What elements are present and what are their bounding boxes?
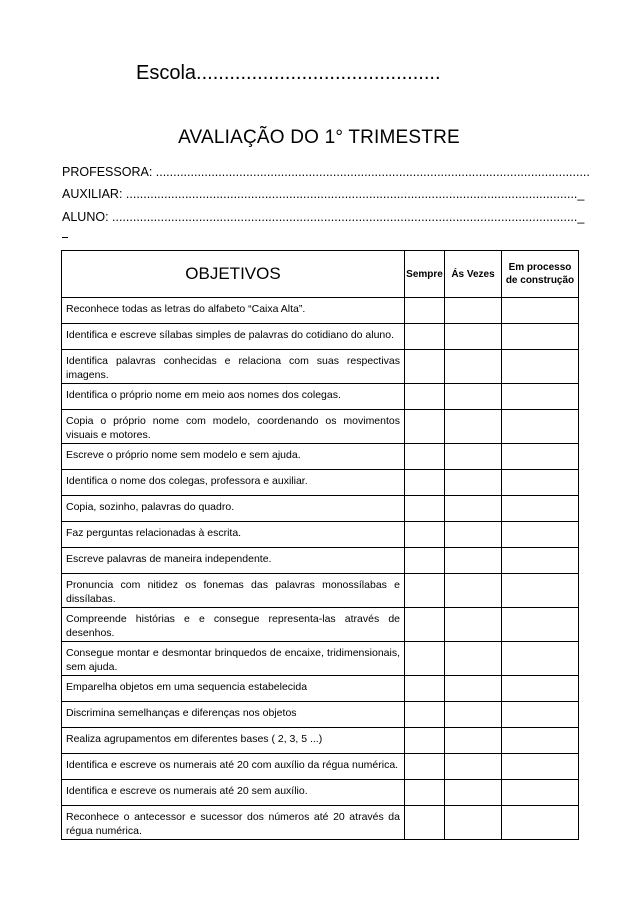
objective-text: Identifica palavras conhecidas e relaciona com suas respectivas imagens. — [62, 350, 405, 384]
objective-text: Identifica o nome dos colegas, professora e auxiliar. — [62, 470, 405, 496]
always-checkbox-cell[interactable] — [405, 702, 445, 728]
objective-text: Reconhece todas as letras do alfabeto “Caixa Alta”. — [62, 298, 405, 324]
in-progress-checkbox-cell[interactable] — [502, 298, 579, 324]
always-checkbox-cell[interactable] — [405, 522, 445, 548]
objective-text: Identifica e escreve sílabas simples de palavras do cotidiano do aluno. — [62, 324, 405, 350]
table-row — [62, 702, 579, 728]
sometimes-checkbox-cell[interactable] — [445, 496, 502, 522]
in-progress-checkbox-cell[interactable] — [502, 728, 579, 754]
table-row — [62, 608, 579, 642]
in-progress-checkbox-cell[interactable] — [502, 754, 579, 780]
always-checkbox-cell[interactable] — [405, 384, 445, 410]
sometimes-checkbox-cell[interactable] — [445, 444, 502, 470]
table-row — [62, 574, 579, 608]
sometimes-checkbox-cell[interactable] — [445, 642, 502, 676]
table-row — [62, 410, 579, 444]
always-checkbox-cell[interactable] — [405, 324, 445, 350]
table-header-row — [62, 251, 579, 298]
always-checkbox-cell[interactable] — [405, 350, 445, 384]
in-progress-checkbox-cell[interactable] — [502, 324, 579, 350]
sometimes-checkbox-cell[interactable] — [445, 702, 502, 728]
in-progress-checkbox-cell[interactable] — [502, 496, 579, 522]
objective-text: Identifica e escreve os numerais até 20 sem auxílio. — [62, 780, 405, 806]
table-row — [62, 806, 579, 840]
table-row — [62, 676, 579, 702]
in-progress-checkbox-cell[interactable] — [502, 780, 579, 806]
table-row — [62, 642, 579, 676]
objective-text: Emparelha objetos em uma sequencia estabelecida — [62, 676, 405, 702]
objective-text: Escreve palavras de maneira independente. — [62, 548, 405, 574]
sometimes-checkbox-cell[interactable] — [445, 350, 502, 384]
always-checkbox-cell[interactable] — [405, 496, 445, 522]
always-checkbox-cell[interactable] — [405, 806, 445, 840]
student-field: ALUNO: ......................................................................................................................................_ — [62, 210, 585, 224]
table-row — [62, 754, 579, 780]
table-row — [62, 470, 579, 496]
always-checkbox-cell[interactable] — [405, 608, 445, 642]
in-progress-checkbox-cell[interactable] — [502, 444, 579, 470]
in-progress-checkbox-cell[interactable] — [502, 470, 579, 496]
column-header-objectives: OBJETIVOS — [62, 251, 405, 298]
in-progress-checkbox-cell[interactable] — [502, 574, 579, 608]
always-checkbox-cell[interactable] — [405, 780, 445, 806]
always-checkbox-cell[interactable] — [405, 642, 445, 676]
stray-underline — [62, 237, 68, 238]
table-row — [62, 384, 579, 410]
sometimes-checkbox-cell[interactable] — [445, 754, 502, 780]
in-progress-checkbox-cell[interactable] — [502, 702, 579, 728]
objective-text: Discrimina semelhanças e diferenças nos objetos — [62, 702, 405, 728]
school-name-field: Escola............................................ — [136, 62, 441, 84]
in-progress-checkbox-cell[interactable] — [502, 806, 579, 840]
always-checkbox-cell[interactable] — [405, 470, 445, 496]
in-progress-checkbox-cell[interactable] — [502, 384, 579, 410]
sometimes-checkbox-cell[interactable] — [445, 470, 502, 496]
in-progress-checkbox-cell[interactable] — [502, 350, 579, 384]
objective-text: Copia, sozinho, palavras do quadro. — [62, 496, 405, 522]
table-row — [62, 298, 579, 324]
sometimes-checkbox-cell[interactable] — [445, 728, 502, 754]
objective-text: Identifica e escreve os numerais até 20 com auxílio da régua numérica. — [62, 754, 405, 780]
in-progress-checkbox-cell[interactable] — [502, 642, 579, 676]
sometimes-checkbox-cell[interactable] — [445, 298, 502, 324]
in-progress-checkbox-cell[interactable] — [502, 676, 579, 702]
sometimes-checkbox-cell[interactable] — [445, 574, 502, 608]
table-row — [62, 324, 579, 350]
sometimes-checkbox-cell[interactable] — [445, 676, 502, 702]
objective-text: Reconhece o antecessor e sucessor dos números até 20 através da régua numérica. — [62, 806, 405, 840]
always-checkbox-cell[interactable] — [405, 728, 445, 754]
in-progress-checkbox-cell[interactable] — [502, 522, 579, 548]
sometimes-checkbox-cell[interactable] — [445, 608, 502, 642]
table-row — [62, 548, 579, 574]
always-checkbox-cell[interactable] — [405, 410, 445, 444]
column-header-always: Sempre — [405, 251, 445, 298]
teacher-field: PROFESSORA: ............................................................................................................................. — [62, 165, 590, 179]
table-row — [62, 728, 579, 754]
in-progress-checkbox-cell[interactable] — [502, 548, 579, 574]
sometimes-checkbox-cell[interactable] — [445, 324, 502, 350]
table-row — [62, 780, 579, 806]
page-title: AVALIAÇÃO DO 1° TRIMESTRE — [178, 127, 460, 148]
in-progress-checkbox-cell[interactable] — [502, 608, 579, 642]
in-progress-checkbox-cell[interactable] — [502, 410, 579, 444]
always-checkbox-cell[interactable] — [405, 444, 445, 470]
always-checkbox-cell[interactable] — [405, 298, 445, 324]
always-checkbox-cell[interactable] — [405, 574, 445, 608]
sometimes-checkbox-cell[interactable] — [445, 410, 502, 444]
objective-text: Identifica o próprio nome em meio aos nomes dos colegas. — [62, 384, 405, 410]
always-checkbox-cell[interactable] — [405, 676, 445, 702]
sometimes-checkbox-cell[interactable] — [445, 806, 502, 840]
objective-text: Pronuncia com nitidez os fonemas das palavras monossílabas e dissílabas. — [62, 574, 405, 608]
sometimes-checkbox-cell[interactable] — [445, 384, 502, 410]
assistant-field: AUXILIAR: .................................................................................................................................._ — [62, 187, 585, 201]
table-row — [62, 522, 579, 548]
table-row — [62, 496, 579, 522]
column-header-sometimes: Ás Vezes — [445, 251, 502, 298]
column-header-in-progress: Em processo de construção — [502, 251, 579, 298]
table-row — [62, 444, 579, 470]
objective-text: Escreve o próprio nome sem modelo e sem ajuda. — [62, 444, 405, 470]
objective-text: Compreende histórias e e consegue representa-las através de desenhos. — [62, 608, 405, 642]
always-checkbox-cell[interactable] — [405, 548, 445, 574]
objective-text: Copia o próprio nome com modelo, coordenando os movimentos visuais e motores. — [62, 410, 405, 444]
objective-text: Faz perguntas relacionadas à escrita. — [62, 522, 405, 548]
sometimes-checkbox-cell[interactable] — [445, 522, 502, 548]
objective-text: Consegue montar e desmontar brinquedos de encaixe, tridimensionais, sem ajuda. — [62, 642, 405, 676]
evaluation-table — [61, 250, 579, 840]
table-row — [62, 350, 579, 384]
objective-text: Realiza agrupamentos em diferentes bases ( 2, 3, 5 ...) — [62, 728, 405, 754]
always-checkbox-cell[interactable] — [405, 754, 445, 780]
sometimes-checkbox-cell[interactable] — [445, 548, 502, 574]
sometimes-checkbox-cell[interactable] — [445, 780, 502, 806]
